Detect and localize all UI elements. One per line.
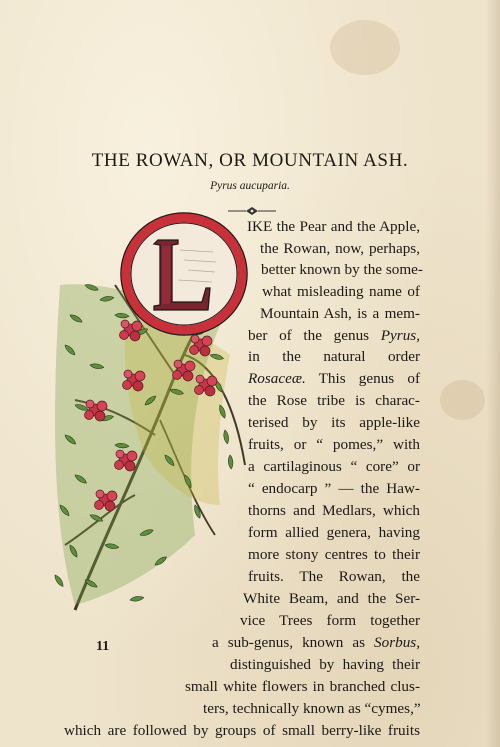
body-line: terised by its apple-like bbox=[248, 414, 420, 431]
body-line: the Rose tribe is charac- bbox=[248, 392, 420, 409]
body-line: ber of the genus Pyrus, bbox=[248, 327, 420, 344]
page-edge-shadow bbox=[486, 0, 500, 747]
body-line: Mountain Ash, is a mem- bbox=[260, 305, 420, 322]
italic-term: Pyrus, bbox=[380, 327, 420, 344]
body-line: fruits, or “ pomes,” with bbox=[248, 436, 420, 453]
paper-stain bbox=[440, 380, 485, 420]
body-line: White Beam, and the Ser- bbox=[243, 590, 420, 607]
body-line: distinguished by having their bbox=[230, 656, 420, 673]
paper-stain bbox=[330, 20, 400, 75]
body-line: IKE the Pear and the Apple, bbox=[247, 218, 420, 235]
body-line: vice Trees form together bbox=[240, 612, 420, 629]
body-line: in the natural order bbox=[248, 348, 420, 365]
italic-term: Sorbus, bbox=[374, 634, 420, 651]
body-line: what misleading name of bbox=[262, 283, 420, 300]
chapter-title: THE ROWAN, OR MOUNTAIN ASH. bbox=[91, 150, 409, 171]
botanical-name: Pyrus aucuparia. bbox=[210, 180, 290, 192]
body-line: a cartilaginous “ core” or bbox=[248, 458, 420, 475]
body-line: the Rowan, now, perhaps, bbox=[260, 240, 420, 257]
body-line: thorns and Medlars, which bbox=[248, 502, 420, 519]
body-line: small white flowers in branched clus- bbox=[185, 678, 420, 695]
illuminated-letter-l-icon bbox=[118, 210, 250, 338]
body-line: better known by the some- bbox=[261, 261, 423, 278]
page-number: 11 bbox=[96, 639, 110, 654]
body-line: Rosaceæ. This genus of bbox=[248, 370, 420, 387]
body-line: “ endocarp ” — the Haw- bbox=[248, 480, 420, 497]
body-line: ters, technically known as “cymes,” bbox=[203, 700, 421, 717]
body-line: more stony centres to their bbox=[248, 546, 420, 563]
body-line: which are followed by groups of small berry-like fruits bbox=[64, 722, 420, 739]
italic-term: Rosaceæ. bbox=[248, 370, 306, 387]
body-line: form allied genera, having bbox=[248, 524, 420, 541]
body-line: a sub-genus, known as Sorbus, bbox=[212, 634, 420, 651]
body-line: fruits. The Rowan, the bbox=[248, 568, 420, 585]
